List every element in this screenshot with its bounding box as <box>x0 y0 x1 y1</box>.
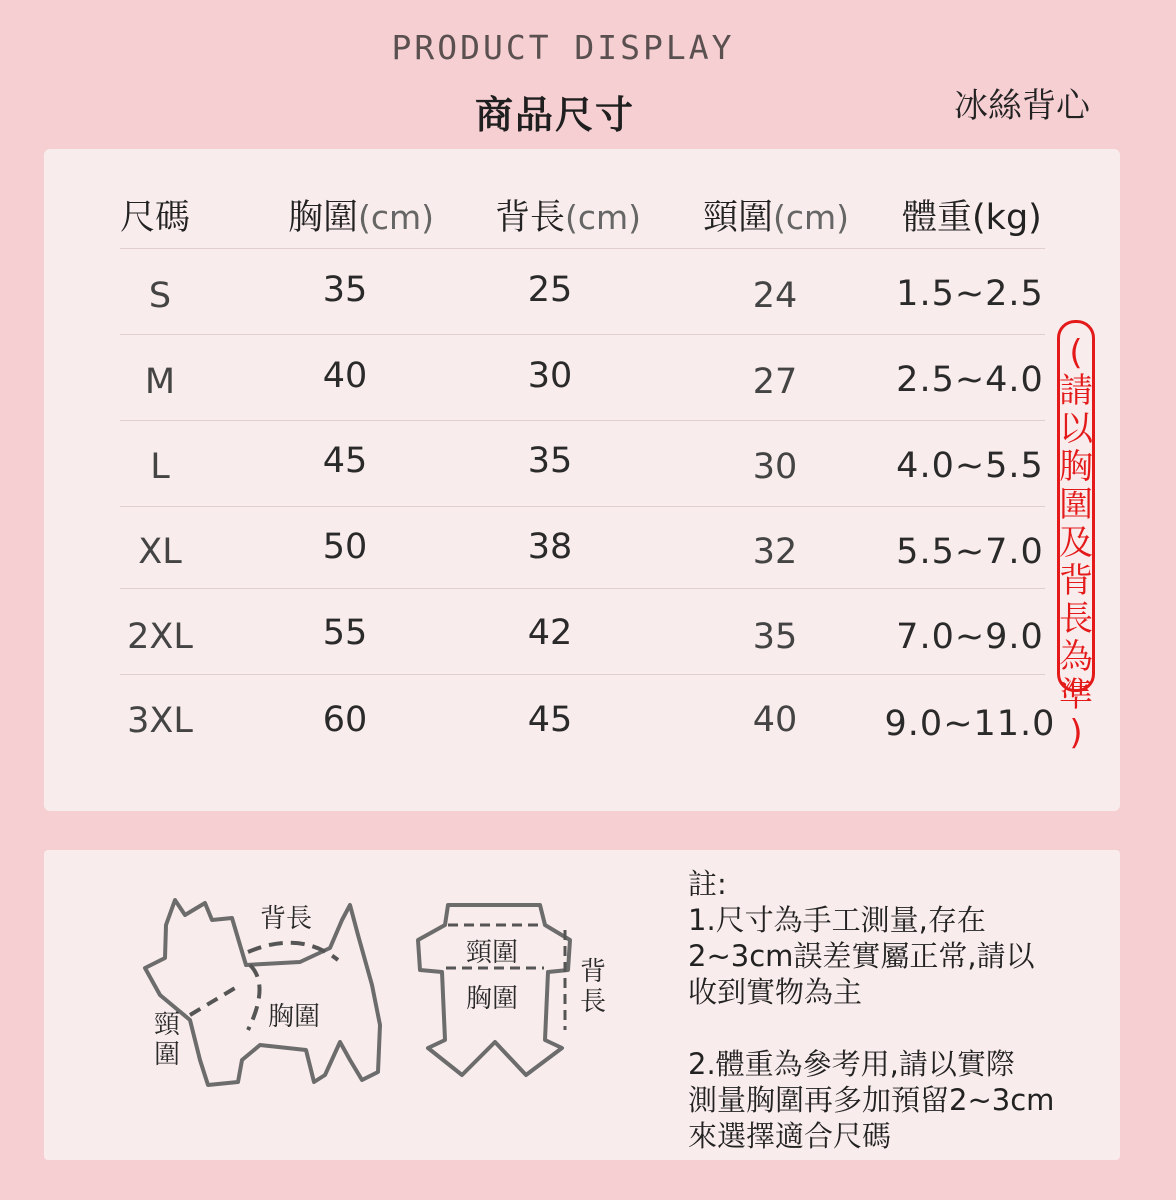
cell-back: 45 <box>527 700 573 740</box>
column-header-back-unit: (cm) <box>565 198 642 237</box>
notes-line: 1.尺寸為手工測量,存在 <box>688 903 986 937</box>
column-header-chest-label: 胸圍 <box>288 198 359 238</box>
cell-chest: 55 <box>322 613 368 653</box>
cell-size: XL <box>138 532 182 572</box>
column-header-weight-unit: (kg) <box>972 198 1042 238</box>
cell-weight: 2.5~4.0 <box>896 360 1044 400</box>
column-header-back-label: 背長 <box>495 198 566 238</box>
dog-neck-measure-line <box>190 985 240 1015</box>
cell-back: 35 <box>527 441 573 481</box>
column-header-neck-label: 頸圍 <box>703 198 774 238</box>
column-header-neck-unit: (cm) <box>773 198 850 237</box>
vest-neck-label: 頸圍 <box>466 938 519 968</box>
eyebrow-title: PRODUCT DISPLAY <box>391 28 735 67</box>
dog-chest-label: 胸圍 <box>268 1002 321 1032</box>
cell-weight: 7.0~9.0 <box>896 617 1044 657</box>
dog-chest-measure-line <box>248 965 260 1030</box>
cell-back: 25 <box>527 270 573 310</box>
vest-chest-label: 胸圍 <box>466 984 519 1014</box>
notes-block <box>688 866 1118 1154</box>
column-header-chest-unit: (cm) <box>358 198 435 237</box>
cell-back: 42 <box>527 613 573 653</box>
notes-line: 2~3cm誤差實屬正常,請以 <box>688 939 1035 973</box>
notes-spacer <box>688 1010 1118 1046</box>
page-title: 商品尺寸 <box>474 93 635 137</box>
cell-chest: 40 <box>322 356 368 396</box>
cell-neck: 27 <box>752 362 798 402</box>
cell-neck: 35 <box>752 617 798 657</box>
column-header-size-label: 尺碼 <box>120 198 191 238</box>
cell-chest: 35 <box>322 270 368 310</box>
dog-back-measure-line <box>248 943 338 960</box>
side-note: ( 請 以 胸 圍 及 背 長 為 準 ) <box>1059 333 1093 753</box>
notes-line: 2.體重為參考用,請以實際 <box>688 1047 1015 1081</box>
dog-neck-label: 頸 圍 <box>153 1010 180 1070</box>
product-name: 冰絲背心 <box>954 86 1090 126</box>
cell-weight: 5.5~7.0 <box>896 532 1044 572</box>
cell-size: L <box>150 447 170 487</box>
cell-size: 3XL <box>127 701 193 741</box>
cell-weight: 1.5~2.5 <box>896 274 1044 314</box>
cell-neck: 40 <box>752 700 798 740</box>
cell-weight: 9.0~11.0 <box>884 704 1056 744</box>
cell-neck: 30 <box>752 447 798 487</box>
notes-line: 測量胸圍再多加預留2~3cm <box>688 1083 1055 1117</box>
column-header-weight-label: 體重 <box>902 198 973 238</box>
cell-chest: 60 <box>322 700 368 740</box>
cell-neck: 32 <box>752 532 798 572</box>
cell-neck: 24 <box>752 276 798 316</box>
cell-chest: 50 <box>322 527 368 567</box>
cell-back: 30 <box>527 356 573 396</box>
notes-line: 來選擇適合尺碼 <box>688 1119 892 1153</box>
cell-back: 38 <box>527 527 573 567</box>
vest-back-label: 背 長 <box>579 957 606 1017</box>
notes-heading: 註: <box>688 867 727 901</box>
cell-weight: 4.0~5.5 <box>896 446 1044 486</box>
cell-chest: 45 <box>322 441 368 481</box>
cell-size: M <box>144 362 176 402</box>
dog-back-label: 背長 <box>260 904 313 934</box>
notes-line: 收到實物為主 <box>688 975 863 1009</box>
cell-size: S <box>148 276 172 316</box>
cell-size: 2XL <box>127 617 193 657</box>
